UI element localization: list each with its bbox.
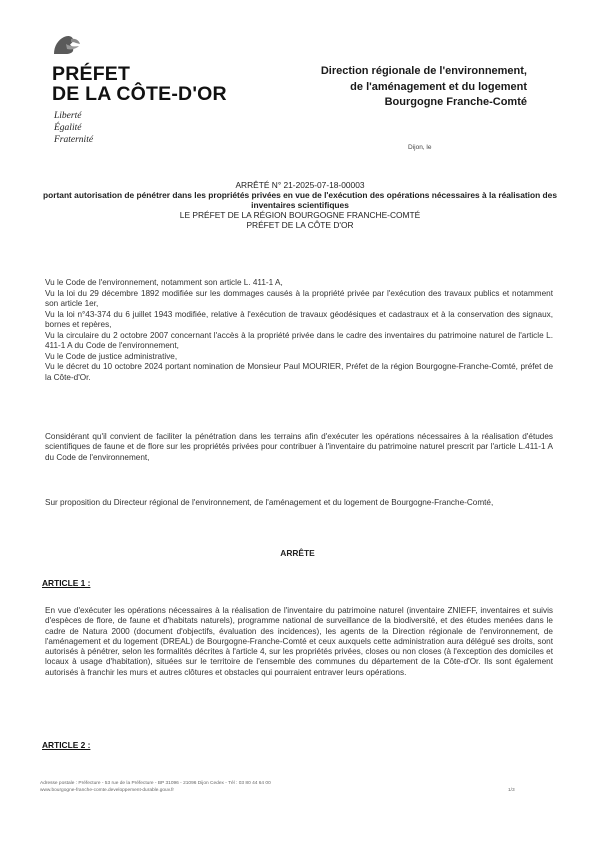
visa-item: Vu le décret du 10 octobre 2024 portant nomination de Monsieur Paul MOURIER, Préfet de la région Bourgogne-Franche-Comté, préfet de la Côte-d'Or. <box>45 362 553 382</box>
arrete-label: ARRÊTE <box>280 548 315 558</box>
prefet-line-1: PRÉFET <box>52 63 131 85</box>
visa-item: Vu la loi n°43-374 du 6 juillet 1943 modifiée, relative à l'exécution de travaux géodésiques et cadastraux et à la conservation des signaux, bornes et repères, <box>45 309 553 329</box>
page-footer <box>40 780 370 794</box>
article-2-title: ARTICLE 2 : <box>42 740 91 750</box>
footer-website: www.bourgogne-franche-comte.developpement-durable.gouv.fr <box>40 788 175 793</box>
arrete-subject: portant autorisation de pénétrer dans les propriétés privées en vue de l'exécution des opérations nécessaires à la réalisation des inventaires scientifiques <box>43 190 557 210</box>
republic-motto <box>54 110 93 146</box>
motto-egalite: Égalité <box>54 123 82 133</box>
considerant-paragraph: Considérant qu'il convient de faciliter la pénétration dans les terrains afin d'exécuter les opérations nécessaires à la réalisation d'études scientifiques de faune et de flore sur les propriétés privées pour contribuer à l'inventaire du patrimoine naturel prescrit par l'article L.411-1 A du Code de l'environnement, <box>45 432 553 462</box>
arrete-number: ARRÊTÉ N° 21-2025-07-18-00003 <box>235 180 365 190</box>
footer-address: Adresse postale : Préfecture - 53 rue de la Préfecture - BP 31096 - 21096 Dijon Cedex - Tél : 03 80 44 64 00 <box>40 781 271 786</box>
direction-line-1: Direction régionale de l'environnement, <box>320 65 527 77</box>
date-line: Dijon, le <box>408 144 432 151</box>
motto-liberte: Liberté <box>54 111 82 121</box>
visa-item: Vu la loi du 29 décembre 1892 modifiée sur les dommages causés à la propriété privée par l'exécution des travaux publics et notamment son article 1er, <box>45 288 553 308</box>
page-number: 1/3 <box>508 788 515 793</box>
prefet-region-line: LE PRÉFET DE LA RÉGION BOURGOGNE FRANCHE-COMTÉ <box>179 210 421 220</box>
motto-fraternite: Fraternité <box>54 135 94 145</box>
marianne-logo <box>52 34 82 56</box>
direction-line-2: de l'aménagement et du logement <box>350 80 527 93</box>
prefet-line-2: DE LA CÔTE-D'OR <box>52 83 227 105</box>
visas-list <box>45 278 553 383</box>
direction-line-3: Bourgogne Franche-Comté <box>384 96 527 108</box>
article-1-body: En vue d'exécuter les opérations nécessaires à la réalisation de l'inventaire du patrimoine naturel (inventaire ZNIEFF, inventaires et suivis d'espèces de flore, de faune et d'habitats naturels), programme national de surveillance de la biodiversité, et des études menées dans le cadre de Natura 2000 (document d'objectifs, évaluation des incidences), les agents de la Direction régionale de l'environnement, de l'aménagement et du logement (DREAL) de Bourgogne-Franche-Comté et ceux auxquels cette administration aura délégué ses droits, sont autorisés à pénétrer, selon les formalités décrites à l'article 4, sur les propriétés privées, closes ou non closes (à l'exception des domiciles et locaux à usage d'habitation), situées sur le territoire de l'ensemble des communes du département de la Côte-d'Or. Ils sont également autorisés à franchir les murs et autres clôtures et obstacles qui pourraient entraver leurs opérations. <box>45 606 553 677</box>
arrete-heading <box>30 180 570 230</box>
visa-item: Vu le Code de l'environnement, notamment son article L. 411-1 A, <box>45 278 283 287</box>
prefet-title <box>52 64 227 104</box>
visa-item: Vu le Code de justice administrative, <box>45 351 178 361</box>
proposition-paragraph: Sur proposition du Directeur régional de l'environnement, de l'aménagement et du logement de Bourgogne-Franche-Comté, <box>45 498 494 507</box>
article-1-title: ARTICLE 1 : <box>42 578 91 588</box>
issuing-direction <box>321 64 527 111</box>
visa-item: Vu la circulaire du 2 octobre 2007 concernant l'accès à la propriété privée dans le cadre des inventaires du patrimoine naturel de l'article L. 411-1 A du Code de l'environnement, <box>45 330 553 350</box>
prefet-cote-line: PRÉFET DE LA CÔTE D'OR <box>246 220 354 230</box>
